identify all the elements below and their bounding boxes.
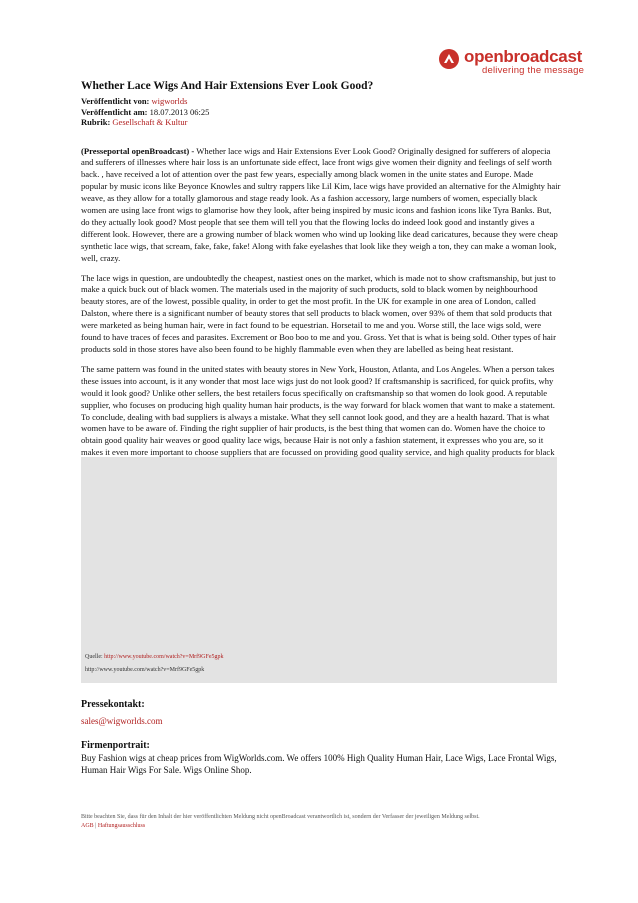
footer: [81, 813, 561, 830]
video-source-label: Quelle:: [85, 654, 103, 660]
video-source: [85, 654, 223, 660]
openbroadcast-logo[interactable]: [438, 46, 618, 78]
broadcast-logo-icon: [438, 48, 460, 70]
paragraph-1-text: Whether lace wigs and Hair Extensions Ever Look Good? Originally designed for sufferers of alopecia and sufferers of illnesses where hair loss is an unfortunate side effect, lace front wigs give women their dignity and feelings of self worth back. , have received a lot of attention over the past few years, especially among black women in the unite states and Europe. Made popular by music icons like Beyonce Knowles and sultry rappers like Lil Kim, lace wigs have provided an alternative for the Almighty hair weave, as they allow for a totally glamorous and stage ready look. As a fashion accessory, large numbers of women, especially black women are using lace front wigs to glamorise how they look, after being inspired by music icons and fashion icons like Tyra Banks. But, do they actually look good? Most people that see them will tell you that the flowing locks do indeed look good and instantly gives a different look. However, there are a growing number of black women who wind up looking like dead caricatures, because they were cheap synthetic lace wigs, that scream, fake, fake, fake! Along with fake eyelashes that look like they weigh a ton, they can make a woman look, well, crazy.: [81, 145, 561, 263]
published-by-label: Veröffentlicht von:: [81, 96, 150, 106]
published-on-label: Veröffentlicht am:: [81, 106, 148, 117]
article-lead: (Presseportal openBroadcast) -: [81, 145, 195, 156]
brand-name: openbroadcast: [464, 47, 582, 66]
brand-tagline: delivering the message: [482, 65, 585, 76]
rubric-label: Rubrik:: [81, 117, 111, 127]
published-date: 18.07.2013 06:25: [149, 106, 210, 117]
article-paragraph: The lace wigs in question, are undoubtedly the cheapest, nastiest ones on the market, which is made not to show craftsmanship, but just to make a quick buck out of black women. The materials used in the majority of such products, sold to black women by neighbourhood beauty stores, are of the lowest, possible quality, in order to get the most profit. In the UK for example in one area of London, called Dalston, where there is a significant number of beauty stores that sell products to black women, over 93% of them that sold products that were marketed as being human hair, were in fact found to be equestrian. Horsetail to me and you. Worse still, the lace wigs sold, were found to have traces of feces and parasites. Excrement or Boo boo to me and you. Gross. Yet that is what is being sold. Other types of hair products sold in those stores have also been found to be highly flammable even when they are labelled as being heat resistant.: [81, 272, 556, 354]
press-contact: [81, 699, 557, 729]
article-meta: [81, 96, 561, 128]
author-link[interactable]: wigworlds: [151, 96, 188, 106]
company-portrait: [81, 740, 557, 776]
article-paragraph: [81, 146, 561, 265]
article-paragraph: The same pattern was found in the united states with beauty stores in New York, Houston, Atlanta, and Los Angeles. When a person takes these issues into account, is it any wonder that most lace wigs just do not look good? If craftsmanship is sacrificed, for quick profits, why would it look good? Unlike other sellers, the best retailers focus specifically on craftsmanship so that women do look good. A reputable supplier, who focuses on producing high quality human hair products, is the way forward for black women that want to make a statement. To conclude, dealing with bad suppliers is always a mistake. What they sell cannot look good, and they are a health hazard. That is what women have to be aware of. Finding the right supplier of hair products, is the best thing that women can do. Women have the choice to obtain good quality hair weaves or good quality lace wigs, because Hair is not only a fashion statement, it expresses who you are, so it makes it even more important to choose suppliers that are focussed on providing good quality service, and high quality products for black: [81, 363, 555, 458]
company-portrait-text: Buy Fashion wigs at cheap prices from WigWorlds.com. We offers 100% High Quality Human Hair, Lace Wigs, Lace Frontal Wigs, Human Hair Wigs For Sale. Wigs Online Shop.: [81, 753, 557, 775]
disclaimer-link[interactable]: Haftungsausschluss: [97, 822, 146, 829]
footer-separator: |: [95, 822, 97, 829]
article: [81, 80, 561, 479]
press-contact-heading: Pressekontakt:: [81, 699, 145, 710]
video-embed[interactable]: [81, 457, 557, 683]
footer-notice: Bitte beachten Sie, dass für den Inhalt der hier veröffentlichten Meldung nicht openBroadcast verantwortlich ist, sondern der Verfasser der jeweiligen Meldung selbst.: [81, 814, 480, 820]
company-portrait-heading: Firmenportrait:: [81, 740, 150, 751]
rubric-link[interactable]: Gesellschaft & Kultur: [112, 117, 188, 127]
article-title: Whether Lace Wigs And Hair Extensions Ever Look Good?: [81, 80, 374, 92]
agb-link[interactable]: AGB: [81, 822, 94, 829]
video-source-link[interactable]: http://www.youtube.com/watch?v=Mrf9GFe5gpk: [104, 654, 224, 660]
press-contact-email[interactable]: sales@wigworlds.com: [81, 716, 163, 726]
video-url: http://www.youtube.com/watch?v=Mrf9GFe5gpk: [85, 667, 205, 673]
